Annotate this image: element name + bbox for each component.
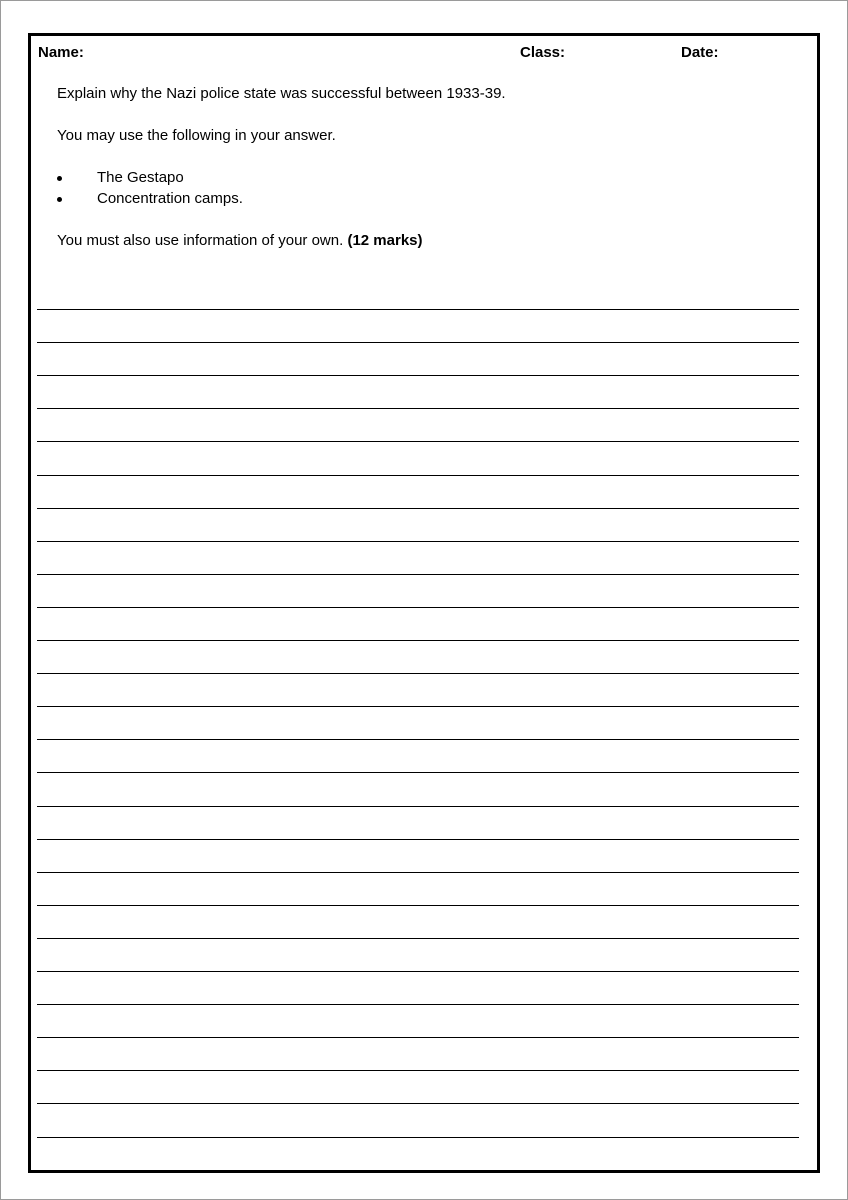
answer-line[interactable] (37, 441, 799, 442)
answer-line[interactable] (37, 475, 799, 476)
answer-line[interactable] (37, 772, 799, 773)
closing-text: You must also use information of your own. (57, 232, 344, 249)
class-label: Class: (520, 44, 566, 61)
answer-line[interactable] (37, 342, 799, 343)
answer-line[interactable] (37, 872, 799, 873)
worksheet (28, 33, 820, 1173)
answer-line[interactable] (37, 905, 799, 906)
answer-line[interactable] (37, 739, 799, 740)
answer-line[interactable] (37, 1103, 799, 1104)
answer-line[interactable] (37, 309, 799, 310)
answer-line[interactable] (37, 1070, 799, 1071)
bullet-text: The Gestapo (97, 169, 184, 186)
answer-line[interactable] (37, 706, 799, 707)
question-text: Explain why the Nazi police state was successful between 1933-39. (57, 85, 506, 102)
answer-line[interactable] (37, 806, 799, 807)
answer-line[interactable] (37, 1137, 799, 1138)
answer-line[interactable] (37, 408, 799, 409)
answer-line[interactable] (37, 938, 799, 939)
answer-line[interactable] (37, 574, 799, 575)
answer-line[interactable] (37, 1037, 799, 1038)
answer-line[interactable] (37, 508, 799, 509)
marks-label: (12 marks) (347, 232, 423, 249)
bullet-text: Concentration camps. (97, 190, 243, 207)
answer-line[interactable] (37, 541, 799, 542)
instruction-text: You may use the following in your answer. (57, 127, 336, 144)
answer-line[interactable] (37, 1004, 799, 1005)
answer-line[interactable] (37, 971, 799, 972)
date-label: Date: (681, 44, 719, 61)
answer-lines (37, 36, 799, 1170)
answer-line[interactable] (37, 375, 799, 376)
answer-line[interactable] (37, 640, 799, 641)
answer-line[interactable] (37, 839, 799, 840)
answer-line[interactable] (37, 673, 799, 674)
answer-line[interactable] (37, 607, 799, 608)
name-label: Name: (38, 44, 84, 61)
